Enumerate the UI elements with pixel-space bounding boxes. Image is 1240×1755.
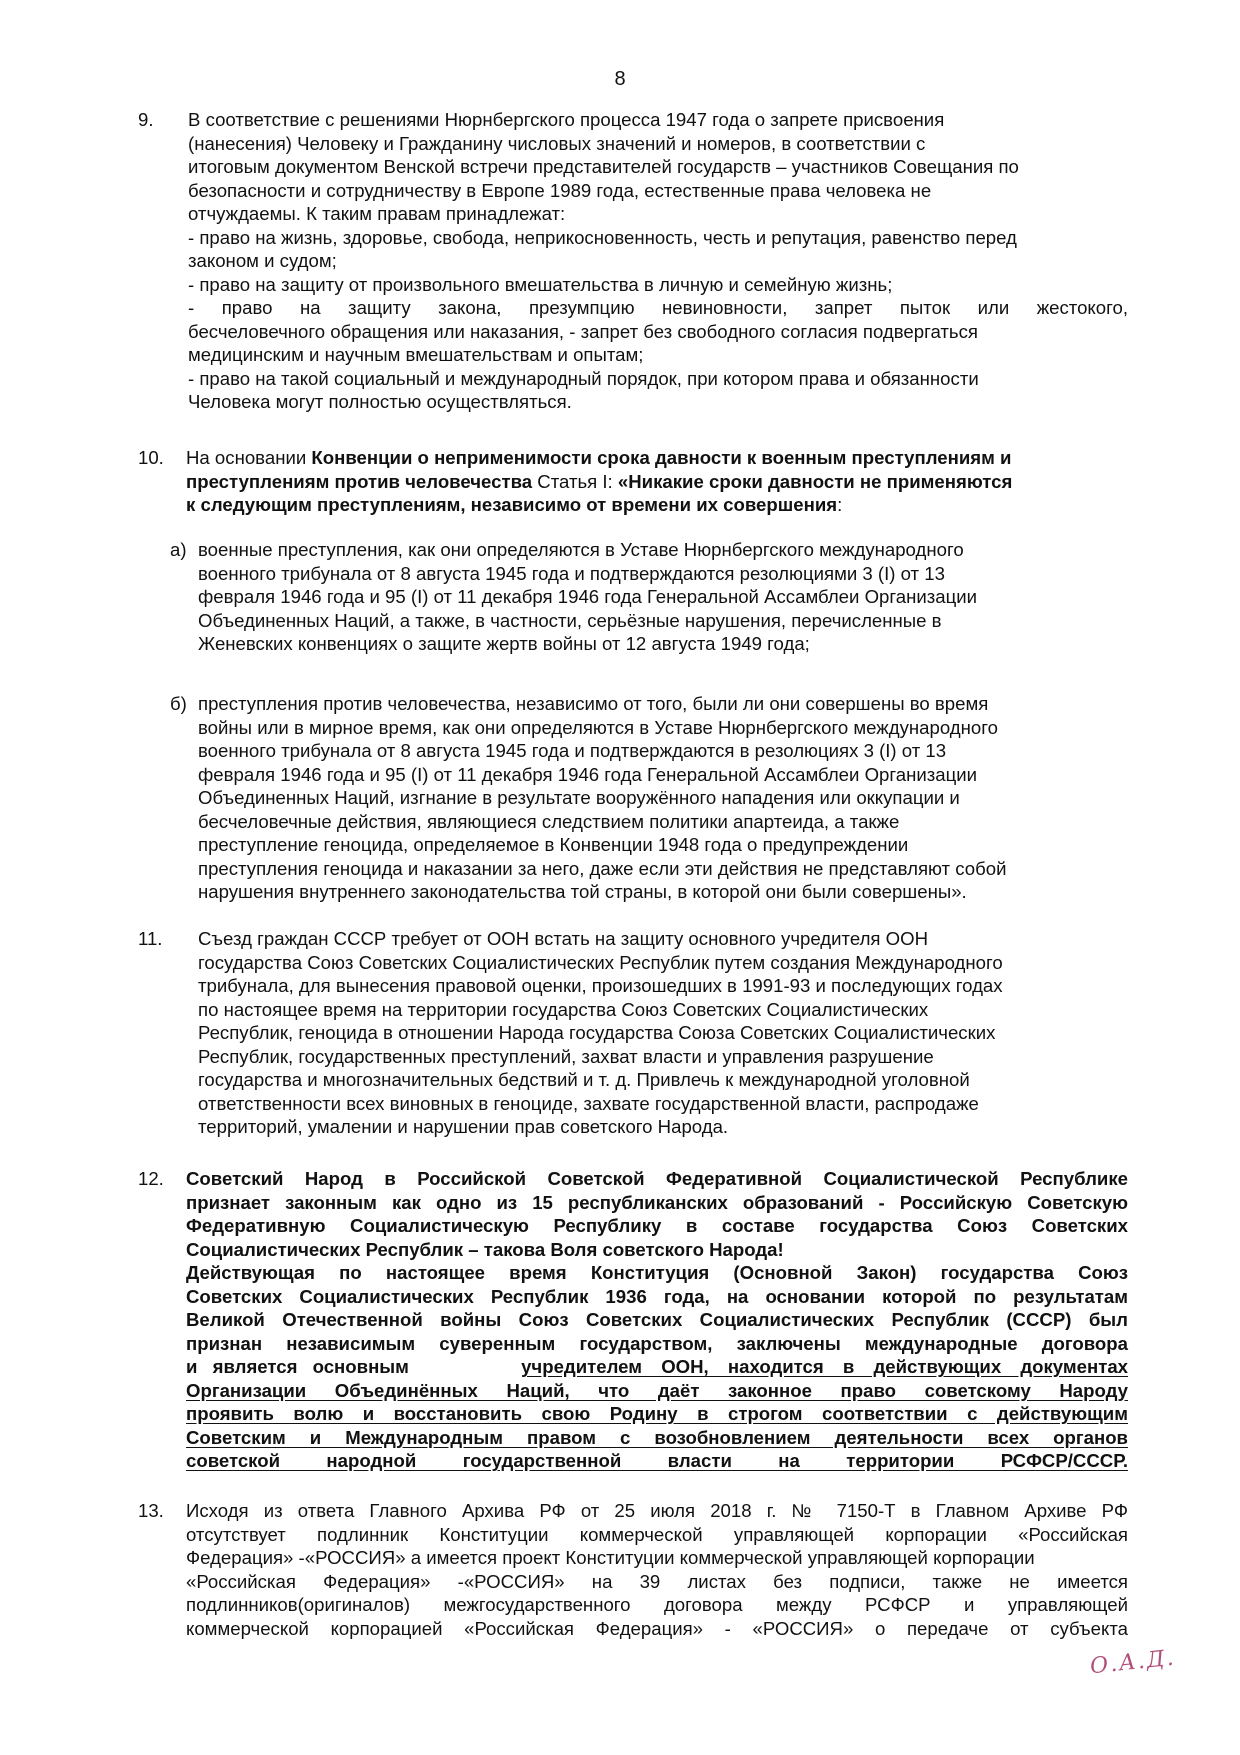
text-line: Объединенных Наций, а также, в частности, серьёзные нарушения, перечисленные в (198, 609, 942, 631)
text-line: февраля 1946 года и 95 (I) от 11 декабря 1946 года Генеральной Ассамблеи Организации (198, 586, 978, 607)
text-line: признает законным как одно из 15 республиканских образований - Российскую Советскую (186, 1191, 1128, 1213)
text-line: - право на защиту закона, презумпцию невиновности, запрет пыток или жестокого, (188, 297, 1128, 318)
quote-text: к следующим преступлениям, независимо от времени их совершения (186, 494, 838, 515)
text-line: Исходя из ответа Главного Архива РФ от 25 июля 2018 г. № 7150-Т в Главном Архиве РФ (186, 1500, 1128, 1521)
text-line: - право на защиту от произвольного вмешательства в личную и семейную жизнь; (188, 273, 893, 295)
text-line: Федеративную Социалистическую Республику в составе государства Союз Советских (186, 1215, 1128, 1236)
underlined-text: проявить волю и восстановить свою Родину в строгом соответствии с действующим (186, 1403, 1128, 1424)
text-line: военного трибунала от 8 августа 1945 года и подтверждаются резолюциями 3 (I) от 13 (198, 562, 945, 584)
convention-title: Конвенции о неприменимости срока давности к военным преступлениям и (311, 447, 1012, 468)
text-line: по настоящее время на территории государства Союз Советских Социалистических (198, 998, 929, 1020)
paragraph-12 (138, 1167, 1128, 1473)
paragraph-11 (138, 927, 1128, 1139)
item-number: 9. (138, 109, 154, 130)
text-line: «Российская Федерация» -«РОССИЯ» на 39 листах без подписи, также не имеется (186, 1570, 1128, 1592)
text-line: военные преступления, как они определяются в Уставе Нюрнбергского международного (198, 539, 964, 560)
item-number: 13. (138, 1500, 164, 1521)
paragraph-9 (138, 108, 1128, 414)
paragraph-13 (138, 1499, 1128, 1640)
text-line: военного трибунала от 8 августа 1945 года и подтверждаются в резолюциях 3 (I) от 13 (198, 740, 947, 761)
text-line: бесчеловечного обращения или наказания, - запрет без свободного согласия подвергаться (188, 320, 978, 342)
text-line: преступления геноцида и наказании за него, даже если эти действия не представляют собой (198, 857, 1007, 879)
text-line: Действующая по настоящее время Конституция (Основной Закон) государства Союз (186, 1262, 1128, 1283)
text-line: Социалистических Республик – такова Воля советского Народа! (186, 1238, 784, 1260)
text-line: государства Союз Советских Социалистических Республик путем создания Международного (198, 951, 1003, 973)
text-line: Республик, государственных преступлений, захват власти и управления разрушение (198, 1045, 934, 1067)
text-line: войны или в мирное время, как они определяются в Уставе Нюрнбергского международного (198, 716, 998, 738)
text-line: Съезд граждан СССР требует от ООН встать на защиту основного учредителя ООН (198, 928, 929, 949)
text-line: Объединенных Наций, изгнание в результате вооружённого нападения или оккупации и (198, 787, 960, 808)
text-line: территорий, умалении и нарушении прав советского Народа. (198, 1116, 729, 1137)
text-line: Советский Народ в Российской Советской Федеративной Социалистической Республике (186, 1168, 1128, 1189)
sub-label: а) (170, 539, 187, 560)
text-line: Советских Социалистических Республик 1936 года, на основании которой по результатам (186, 1285, 1128, 1307)
text-line: Республик, геноцида в отношении Народа государства Союза Советских Социалистических (198, 1022, 996, 1043)
text-span: и является основным (186, 1356, 409, 1377)
text-line: - право на жизнь, здоровье, свобода, неприкосновенность, честь и репутация, равенство перед (188, 226, 1017, 248)
underlined-text: советской народной государственной власти на территории РСФСР/СССР. (186, 1450, 1128, 1471)
text-span: : (837, 494, 843, 515)
underlined-text: учредителем ООН, находится в действующих документах (521, 1356, 1128, 1377)
text-line: медицинским и научным вмешательствам и опытам; (188, 344, 644, 365)
text-line: Человека могут полностью осуществляться. (188, 391, 572, 412)
text-line: итоговым документом Венской встречи представителей государств – участников Совещания по (188, 156, 1019, 177)
text-line: ответственности всех виновных в геноциде, захвате государственной власти, распродаже (198, 1092, 979, 1114)
text-line: законом и судом; (188, 250, 337, 271)
text-line: Федерация» -«РОССИЯ» а имеется проект Конституции коммерческой управляющей корпорации (186, 1547, 1035, 1568)
text-line: безопасности и сотрудничеству в Европе 1989 года, естественные права человека не (188, 179, 932, 201)
item-number: 10. (138, 447, 164, 468)
text-line: государства и многозначительных бедствий и т. д. Привлечь к международной уголовной (198, 1069, 970, 1090)
text-line: признан независимым суверенным государством, заключены международные договора (186, 1332, 1128, 1354)
text-line: преступления против человечества, независимо от того, были ли они совершены во время (198, 693, 989, 714)
page-number: 8 (614, 68, 626, 90)
text-line: отчуждаемы. К таким правам принадлежат: (188, 203, 566, 224)
text-span: Статья I: (532, 470, 618, 492)
quote-text: «Никакие сроки давности не применяются (617, 470, 1013, 492)
paragraph-10 (138, 446, 1128, 517)
text-line: коммерческой корпорацией «Российская Федерация» - «РОССИЯ» о передаче от субъекта (186, 1617, 1128, 1639)
text-line: - право на такой социальный и международный порядок, при котором права и обязанности (188, 367, 979, 389)
text-line: В соответствие с решениями Нюрнбергского процесса 1947 года о запрете присвоения (188, 109, 945, 130)
text-line: бесчеловечные действия, являющиеся следствием политики апартеида, а также (198, 810, 900, 832)
text-line: февраля 1946 года и 95 (I) от 11 декабря 1946 года Генеральной Ассамблеи Организации (198, 763, 978, 785)
text-line: подлинников(оригиналов) межгосударственного договора между РСФСР и управляющей (186, 1594, 1128, 1615)
text-line: трибунала, для вынесения правовой оценки, произошедших в 1991-93 и последующих годах (198, 975, 1003, 996)
underlined-text: Организации Объединённых Наций, что даёт законное право советскому Народу (186, 1379, 1128, 1401)
item-number: 12. (138, 1168, 164, 1189)
text-line: (нанесения) Человеку и Гражданину числовых значений и номеров, в соответствии с (188, 132, 926, 154)
text-span: На основании (186, 447, 312, 468)
subparagraph-a (170, 538, 1130, 656)
handwritten-initials: О.А.Д. (1088, 1645, 1177, 1680)
convention-title: преступлениям против человечества (186, 470, 533, 492)
text-line: Женевских конвенциях о защите жертв войны от 12 августа 1949 года; (198, 633, 810, 654)
item-number: 11. (138, 928, 163, 949)
text-line: преступление геноцида, определяемое в Конвенции 1948 года о предупреждении (198, 834, 909, 855)
sub-label: б) (170, 693, 187, 714)
text-line: отсутствует подлинник Конституции коммерческой управляющей корпорации «Российская (186, 1523, 1128, 1545)
underlined-text: Советским и Международным правом с возобновлением деятельности всех органов (186, 1426, 1128, 1448)
subparagraph-b (170, 692, 1130, 904)
text-line: Великой Отечественной войны Союз Советских Социалистических Республик (СССР) был (186, 1309, 1128, 1330)
text-line: нарушения внутреннего законодательства той страны, в которой они были совершены». (198, 881, 967, 902)
